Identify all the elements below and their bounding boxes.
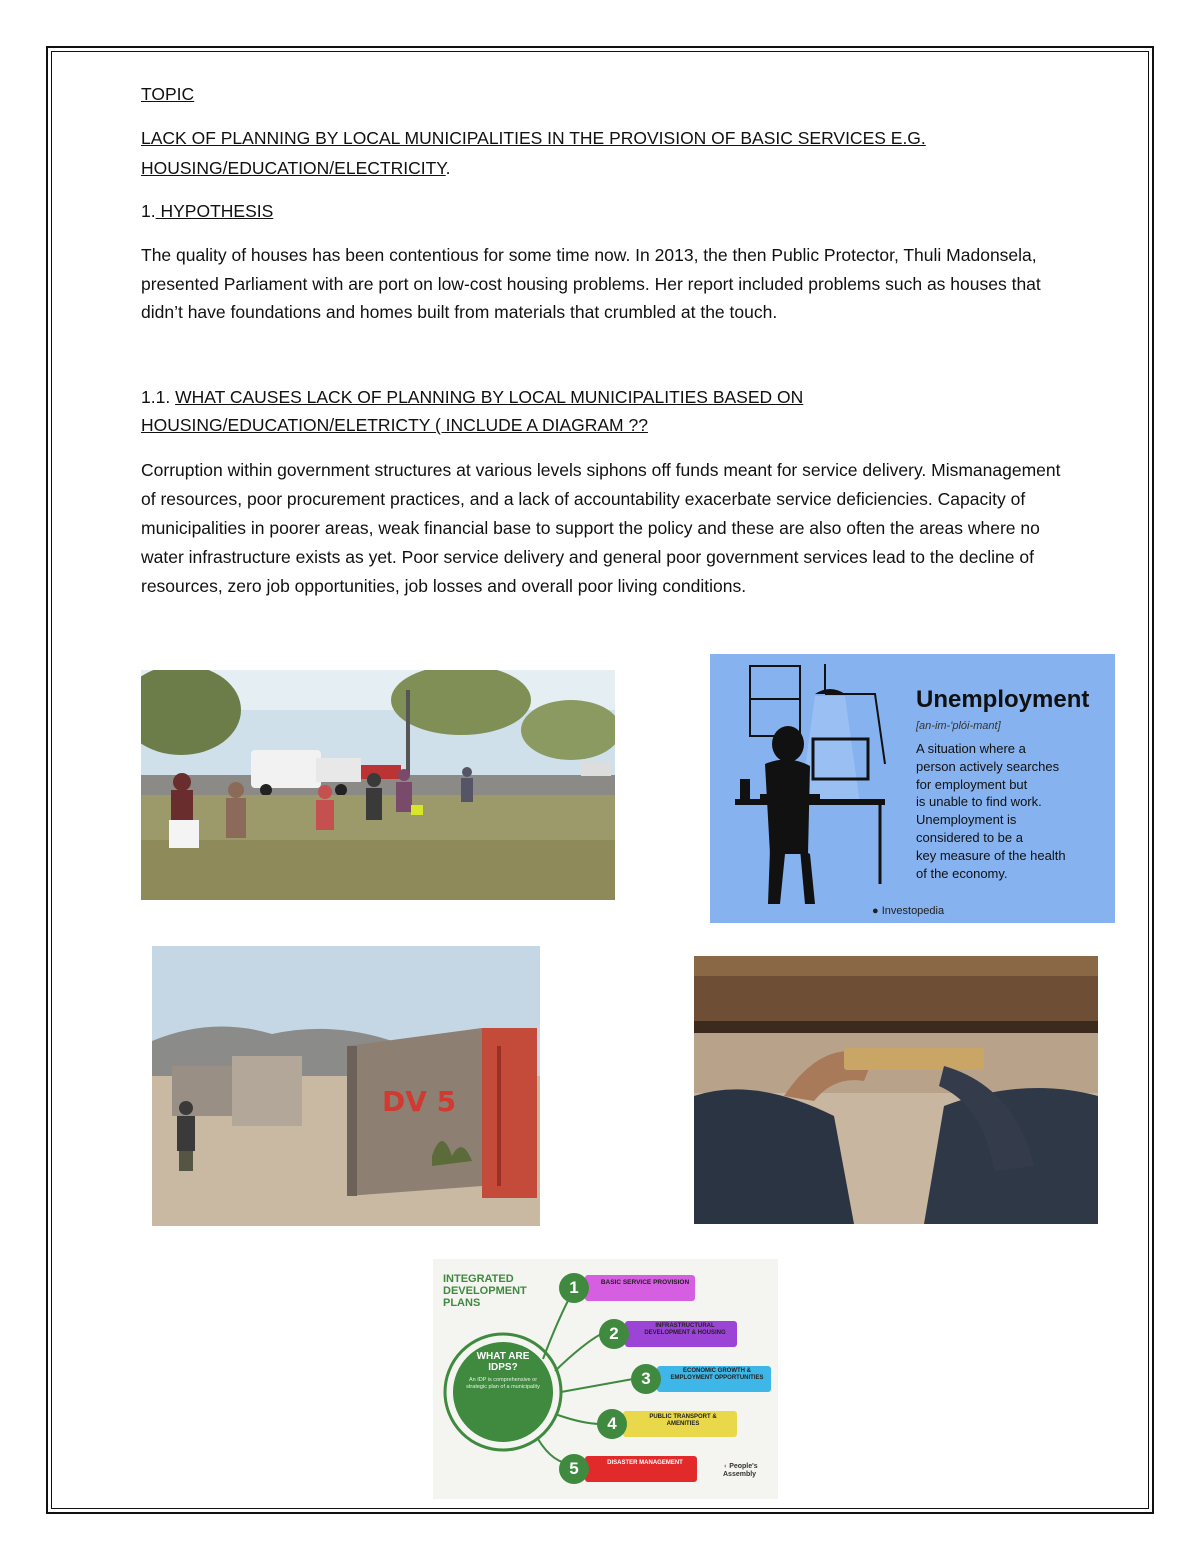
bribery-photo — [694, 956, 1098, 1224]
idp-center-body: An IDP is comprehensive or strategic plan of a municipality — [466, 1377, 540, 1390]
unemployment-title: Unemployment — [916, 686, 1090, 713]
shack-graffiti-text: DV 5 — [382, 1085, 457, 1118]
unemployment-definition — [916, 740, 1066, 882]
topic-label-block — [141, 80, 1061, 108]
hypothesis-text: The quality of houses has been contentious for some time now. In 2013, the then Public Protector, Thuli Madonsela, presented Parliament with are port on low-cost housing problems. Her report included problems such as houses that didn’t have foundations and homes built from materials that crumbled at the touch. — [141, 245, 1041, 322]
unemployment-pronunciation: [an-im-'plói-mant] — [916, 720, 1001, 732]
definition-line: for employment but — [916, 776, 1028, 792]
idp-item-number-3: 3 — [631, 1364, 661, 1394]
section-1-number: 1. — [141, 201, 156, 221]
idp-item-label-2: INFRASTRUCTURAL DEVELOPMENT & HOUSING — [644, 1323, 726, 1336]
peoples-assembly-icon: ◖ — [723, 1463, 728, 1470]
investopedia-icon: ● — [872, 905, 879, 917]
hypothesis-paragraph — [141, 241, 1061, 327]
idp-item-number-2: 2 — [599, 1319, 629, 1349]
section-1-title: HYPOTHESIS — [155, 201, 274, 221]
investopedia-logo — [872, 905, 944, 917]
definition-line: key measure of the health — [916, 847, 1066, 863]
title-line-2: HOUSING/EDUCATION/ELECTRICITY — [141, 158, 446, 178]
idp-title-line: DEVELOPMENT — [443, 1285, 527, 1297]
idp-item-number-5: 5 — [559, 1454, 589, 1484]
section-1-1-heading — [141, 383, 1061, 439]
peoples-assembly-logo — [723, 1463, 775, 1479]
definition-line: person actively searches — [916, 758, 1060, 774]
idp-item-number-1: 1 — [559, 1273, 589, 1303]
section-1-1-number: 1.1. — [141, 387, 176, 407]
definition-line: is unable to find work. — [916, 794, 1042, 810]
idp-item-label-5: DISASTER MANAGEMENT — [607, 1460, 683, 1466]
idp-title-line: INTEGRATED — [443, 1273, 514, 1285]
definition-line: considered to be a — [916, 829, 1023, 845]
section-1-heading — [141, 197, 1061, 225]
title-period: . — [445, 158, 451, 178]
document-title — [141, 124, 1061, 182]
causes-paragraph — [141, 456, 1061, 601]
section-1-1-title-line-2: HOUSING/EDUCATION/ELETRICTY ( INCLUDE A DIAGRAM ?? — [141, 415, 648, 435]
unemployment-infographic — [710, 654, 1115, 923]
peoples-assembly-text: People's Assembly — [723, 1463, 758, 1478]
definition-line: Unemployment is — [916, 812, 1017, 828]
investopedia-brand: Investopedia — [881, 905, 945, 917]
title-line-1: LACK OF PLANNING BY LOCAL MUNICIPALITIES IN THE PROVISION OF BASIC SERVICES E.G. — [141, 128, 926, 148]
shacks-photo — [152, 946, 540, 1226]
queue-photo — [141, 670, 615, 900]
idp-infographic — [433, 1259, 778, 1499]
causes-text: Corruption within government structures at various levels siphons off funds meant for service delivery. Mismanagement of resources, poor procurement practices, and a lack of accountability exacerbate service deficiencies. Capacity of municipalities in poorer areas, weak financial base to support the policy and these are also often the areas where no water infrastructure exists as yet. Poor service delivery and general poor government services lead to the decline of resources, zero job opportunities, job losses and overall poor living conditions. — [141, 460, 1061, 596]
definition-line: of the economy. — [916, 865, 1008, 881]
idp-item-label-1: BASIC SERVICE PROVISION — [600, 1279, 690, 1286]
idp-center-title: WHAT ARE IDPS? — [476, 1351, 530, 1373]
idp-item-label-3: ECONOMIC GROWTH & EMPLOYMENT OPPORTUNITIES — [670, 1368, 764, 1381]
section-1-1-title-line-1: WHAT CAUSES LACK OF PLANNING BY LOCAL MUNICIPALITIES BASED ON — [175, 387, 804, 407]
idp-title-line: PLANS — [443, 1297, 481, 1309]
definition-line: A situation where a — [916, 741, 1026, 756]
idp-item-label-4: PUBLIC TRANSPORT & AMENITIES — [649, 1414, 717, 1427]
idp-item-number-4: 4 — [597, 1409, 627, 1439]
topic-label: TOPIC — [141, 84, 195, 104]
